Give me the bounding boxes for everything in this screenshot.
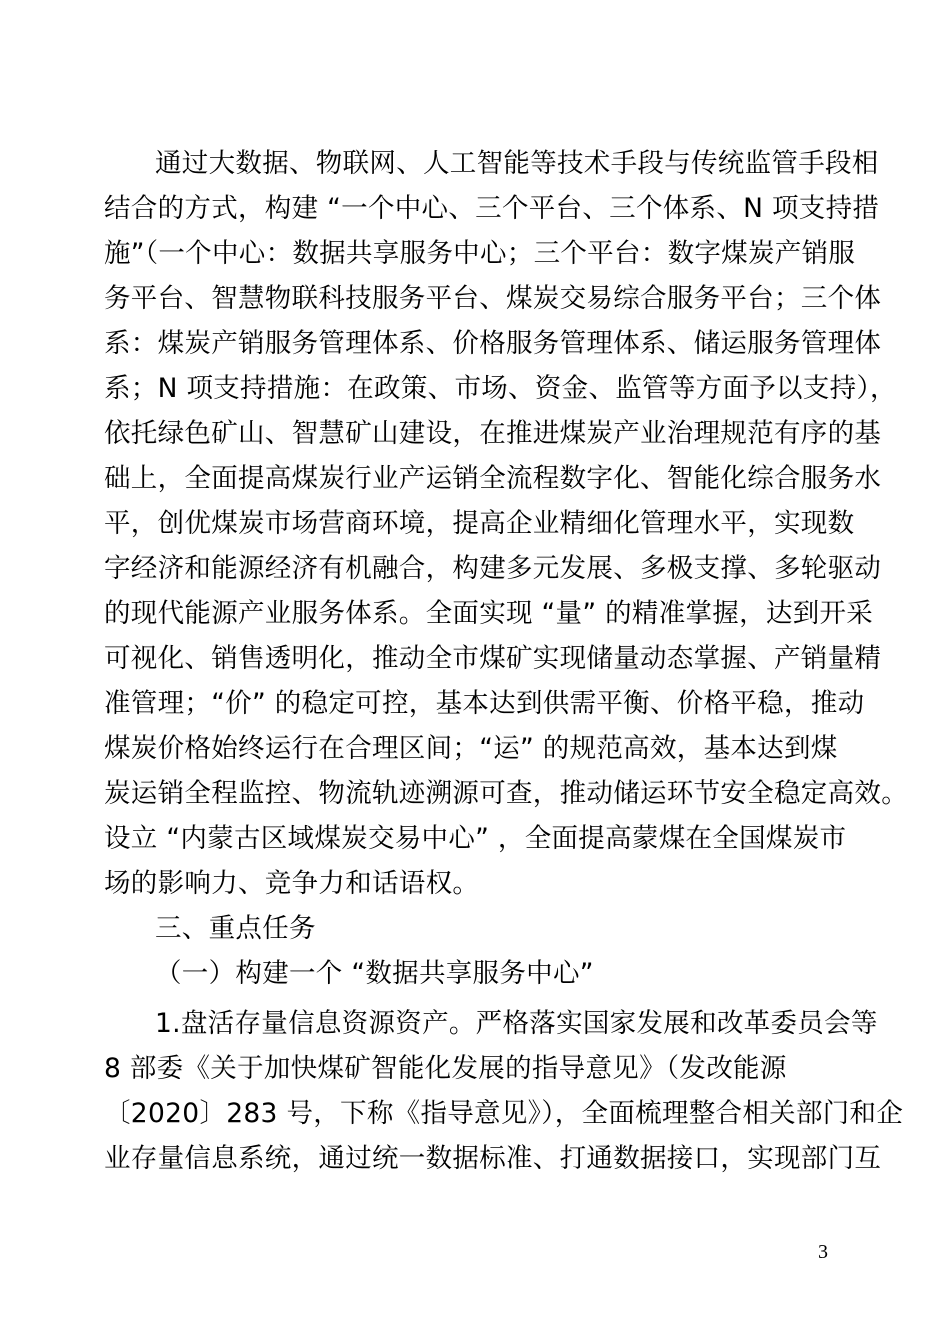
paragraph-line: 〔2020〕283 号，下称《指导意见》），全面梳理整合相关部门和企 <box>104 1098 904 1129</box>
paragraph-line: 通过大数据、物联网、人工智能等技术手段与传统监管手段相 <box>155 148 879 179</box>
paragraph-line: 场的影响力、竞争力和话语权。 <box>104 868 480 899</box>
paragraph-line: 8 部委《关于加快煤矿智能化发展的指导意见》（发改能源 <box>104 1053 787 1084</box>
paragraph-line: 的现代能源产业服务体系。全面实现 “量” 的精准掌握，达到开采 <box>104 598 874 629</box>
paragraph-line: 可视化、销售透明化，推动全市煤矿实现储量动态掌握、产销量精 <box>104 643 882 674</box>
paragraph-line: 系；N 项支持措施：在政策、市场、资金、监管等方面予以支持）， <box>104 373 897 404</box>
paragraph-line: 1.盘活存量信息资源资产。严格落实国家发展和改革委员会等 <box>155 1008 878 1039</box>
paragraph-line: 设立 “内蒙古区域煤炭交易中心” ，全面提高蒙煤在全国煤炭市 <box>104 823 847 854</box>
paragraph-line: 施”（一个中心：数据共享服务中心；三个平台：数字煤炭产销服 <box>104 238 856 269</box>
paragraph-line: 煤炭价格始终运行在合理区间；“运” 的规范高效，基本达到煤 <box>104 733 838 764</box>
paragraph-line: 系：煤炭产销服务管理体系、价格服务管理体系、储运服务管理体 <box>104 328 882 359</box>
paragraph-line: 务平台、智慧物联科技服务平台、煤炭交易综合服务平台；三个体 <box>104 283 882 314</box>
paragraph-line: 结合的方式，构建 “一个中心、三个平台、三个体系、N 项支持措 <box>104 193 880 224</box>
page-number: 3 <box>818 1241 828 1263</box>
paragraph-line: 础上，全面提高煤炭行业产运销全流程数字化、智能化综合服务水 <box>104 463 882 494</box>
subsection-heading: （一）构建一个 “数据共享服务中心” <box>155 958 594 989</box>
paragraph-line: 炭运销全程监控、物流轨迹溯源可查，推动储运环节安全稳定高效。 <box>104 778 908 809</box>
paragraph-line: 业存量信息系统，通过统一数据标准、打通数据接口，实现部门互 <box>104 1143 882 1174</box>
paragraph-line: 字经济和能源经济有机融合，构建多元发展、多极支撑、多轮驱动 <box>104 553 882 584</box>
paragraph-line: 依托绿色矿山、智慧矿山建设，在推进煤炭产业治理规范有序的基 <box>104 418 882 449</box>
section-heading: 三、重点任务 <box>155 913 316 944</box>
paragraph-line: 准管理；“价” 的稳定可控，基本达到供需平衡、价格平稳，推动 <box>104 688 865 719</box>
paragraph-line: 平，创优煤炭市场营商环境，提高企业精细化管理水平，实现数 <box>104 508 855 539</box>
